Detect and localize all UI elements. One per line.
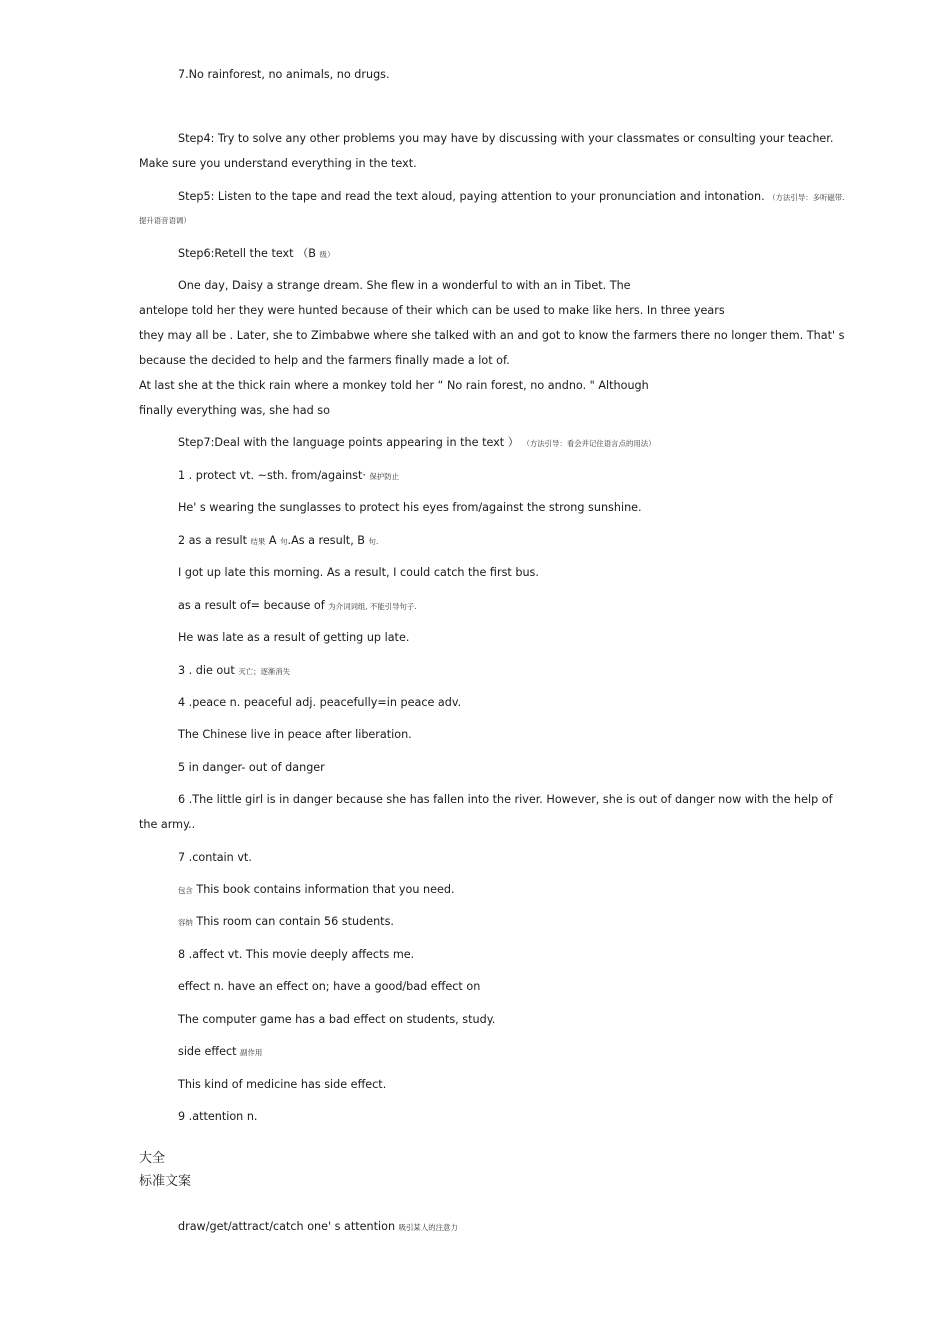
text-span: 1 . protect vt. ~sth. from/against· — [178, 469, 366, 482]
annotation-note: 提升语音语调） — [139, 216, 191, 225]
text-line — [178, 248, 334, 259]
text-line: This kind of medicine has side effect. — [178, 1078, 387, 1091]
annotation-note: 容纳 — [178, 918, 193, 927]
text-line — [178, 665, 290, 676]
annotation-note: 副作用 — [240, 1048, 263, 1057]
text-line — [178, 191, 845, 202]
text-span: A — [268, 534, 277, 547]
text-span: 3 . die out — [178, 664, 235, 677]
text-line — [178, 884, 455, 895]
text-line — [178, 535, 378, 546]
text-line: 6 .The little girl is in danger because she has fallen into the river. However, she is out of danger now with the help of — [178, 793, 833, 806]
text-line: At last she at the thick rain where a monkey told her “ No rain forest, no andno. " Although — [139, 379, 649, 392]
text-line: The Chinese live in peace after liberation. — [178, 728, 412, 741]
text-span: side effect — [178, 1045, 237, 1058]
text-line: He' s wearing the sunglasses to protect his eyes from/against the strong sunshine. — [178, 501, 642, 514]
text-line: He was late as a result of getting up late. — [178, 631, 410, 644]
text-line — [178, 916, 394, 927]
text-line — [178, 600, 417, 611]
annotation-note: 句 — [280, 537, 288, 546]
text-line: I got up late this morning. As a result, I could catch the first bus. — [178, 566, 539, 579]
footer-label: 大全 — [139, 1151, 166, 1166]
text-span: Step5: Listen to the tape and read the text aloud, paying attention to your pronunciation and intonation. — [178, 190, 765, 203]
text-line — [178, 1221, 458, 1232]
text-line — [178, 470, 399, 481]
annotation-note: 结果 — [250, 537, 266, 546]
text-line: The computer game has a bad effect on students, study. — [178, 1013, 496, 1026]
text-span: .As a result, B — [287, 534, 365, 547]
text-line: 7.No rainforest, no animals, no drugs. — [178, 68, 390, 81]
text-line: because the decided to help and the farmers finally made a lot of. — [139, 354, 510, 367]
text-span: This room can contain 56 students. — [196, 915, 394, 928]
annotation-note: （方法引导：看会并记住语言点的用法） — [522, 439, 656, 448]
text-span: Step6:Retell the text （B — [178, 247, 316, 260]
text-line: Make sure you understand everything in the text. — [139, 157, 417, 170]
annotation-note: 保护防止 — [369, 472, 400, 481]
text-line: antelope told her they were hunted because of their which can be used to make like hers. In three years — [139, 304, 725, 317]
text-line: Step4: Try to solve any other problems you may have by discussing with your classmates or consulting your teacher. — [178, 132, 834, 145]
text-line — [178, 1046, 262, 1057]
text-line: One day, Daisy a strange dream. She flew in a wonderful to with an in Tibet. The — [178, 279, 631, 292]
text-line: the army.. — [139, 818, 196, 831]
text-span: Step7:Deal with the language points appearing in the text ） — [178, 436, 519, 449]
text-line: 7 .contain vt. — [178, 851, 252, 864]
text-line: 8 .affect vt. This movie deeply affects me. — [178, 948, 415, 961]
annotation-note: 灭亡；逐渐消失 — [238, 667, 291, 676]
annotation-note: 包含 — [178, 886, 193, 895]
text-line: 9 .attention n. — [178, 1110, 258, 1123]
text-span: as a result of= because of — [178, 599, 325, 612]
text-span: This book contains information that you need. — [196, 883, 455, 896]
text-span: draw/get/attract/catch one' s attention — [178, 1220, 396, 1233]
text-line — [178, 437, 656, 448]
footer-label: 标准文案 — [139, 1174, 192, 1189]
annotation-note: （方法引导：多听磁带. — [768, 193, 845, 202]
annotation-note: 级） — [319, 250, 335, 259]
annotation-note: 句. — [368, 537, 379, 546]
text-line: effect n. have an effect on; have a good/bad effect on — [178, 980, 481, 993]
annotation-note: 吸引某人的注意力 — [398, 1223, 458, 1232]
text-span: 2 as a result — [178, 534, 247, 547]
text-line: they may all be . Later, she to Zimbabwe where she talked with an and got to know the farmers there no longer them. That' s — [139, 329, 845, 342]
annotation-note: 为介词词组, 不能引导句子. — [328, 602, 417, 611]
text-line: 4 .peace n. peaceful adj. peacefully=in peace adv. — [178, 696, 462, 709]
text-line: finally everything was, she had so — [139, 404, 330, 417]
text-line: 5 in danger- out of danger — [178, 761, 325, 774]
